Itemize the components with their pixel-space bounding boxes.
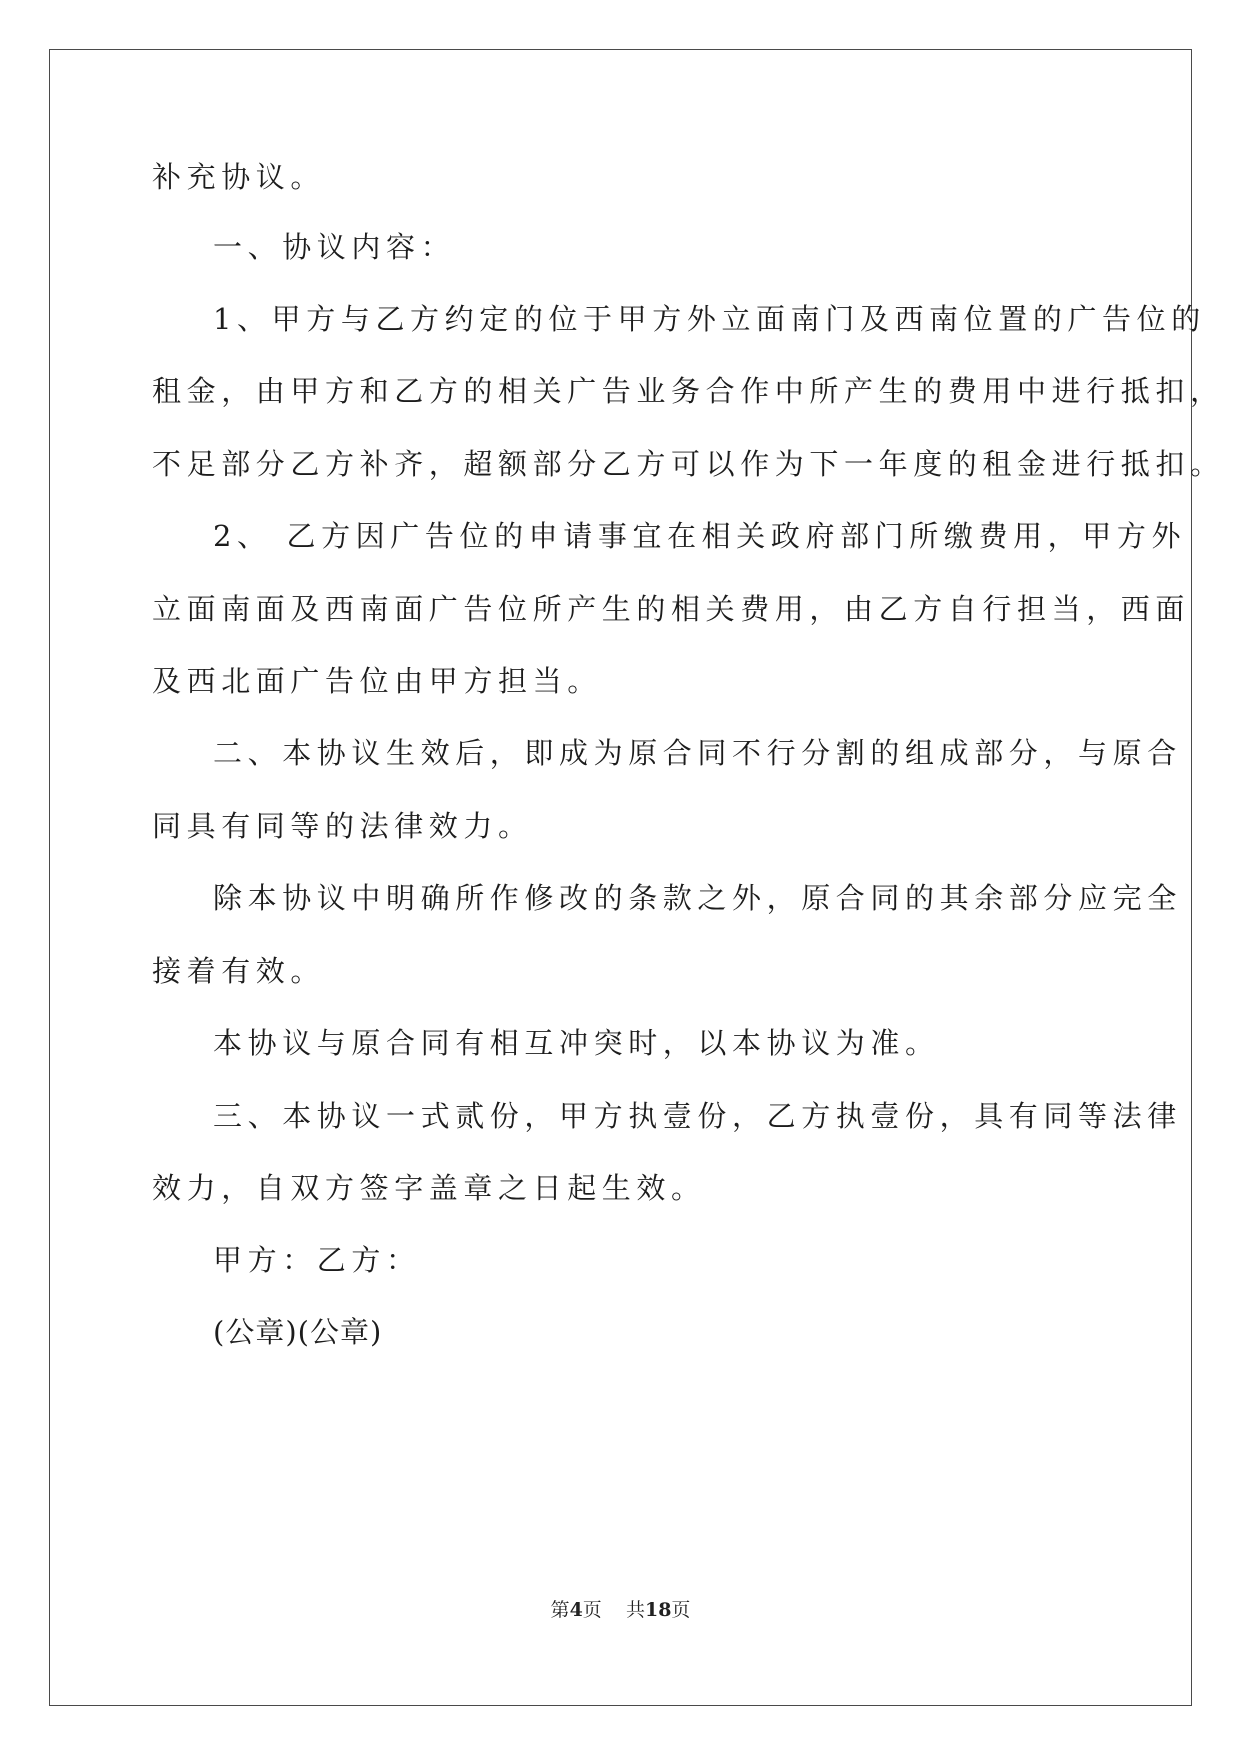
text-line: 2、 乙方因广告位的申请事宜在相关政府部门所缴费用，甲方外	[213, 519, 1187, 553]
text-line: 除本协议中明确所作修改的条款之外，原合同的其余部分应完全	[213, 881, 1182, 915]
text-line: 本协议与原合同有相互冲突时，以本协议为准。	[213, 1026, 940, 1060]
seal-labels: (公章)(公章)	[213, 1315, 383, 1349]
text-line: 效力，自双方签字盖章之日起生效。	[152, 1171, 706, 1205]
page-footer	[0, 1598, 1241, 1622]
text-line: 租金，由甲方和乙方的相关广告业务合作中所产生的费用中进行抵扣，	[152, 374, 1225, 408]
text-line: 1、甲方与乙方约定的位于甲方外立面南门及西南位置的广告位的	[213, 302, 1206, 336]
footer-prefix: 第	[550, 1599, 570, 1621]
page-border	[49, 49, 1225, 1706]
footer-suffix: 页	[671, 1599, 691, 1621]
section-heading: 三、本协议一式贰份，甲方执壹份，乙方执壹份，具有同等法律	[213, 1099, 1182, 1133]
footer-mid: 页 共	[582, 1599, 645, 1621]
text-line: 补充协议。	[152, 160, 326, 194]
text-line: 接着有效。	[152, 954, 326, 988]
text-line: 及西北面广告位由甲方担当。	[152, 664, 602, 698]
section-heading: 二、本协议生效后，即成为原合同不行分割的组成部分，与原合	[213, 736, 1182, 770]
current-page-number: 4	[569, 1599, 583, 1621]
section-heading: 一、协议内容：	[213, 230, 456, 264]
signature-parties: 甲方：乙方：	[213, 1243, 421, 1277]
total-page-number: 18	[644, 1599, 672, 1621]
text-line: 同具有同等的法律效力。	[152, 809, 533, 843]
text-line: 不足部分乙方补齐，超额部分乙方可以作为下一年度的租金进行抵扣。	[152, 447, 1225, 481]
text-line: 立面南面及西南面广告位所产生的相关费用，由乙方自行担当，西面	[152, 592, 1191, 626]
